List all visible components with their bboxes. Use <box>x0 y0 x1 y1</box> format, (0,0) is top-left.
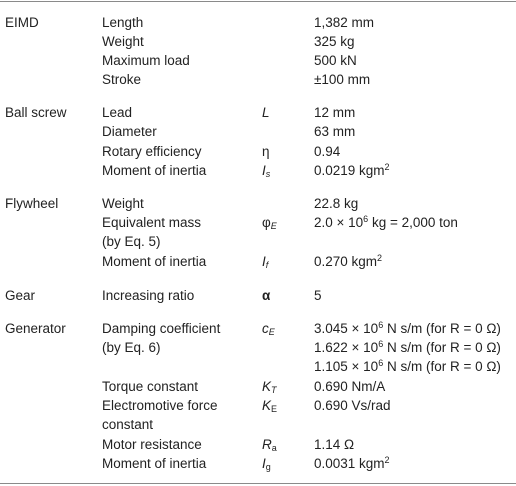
value-rotary-efficiency: 0.94 <box>314 144 341 159</box>
value-lead: 12 mm <box>314 105 356 120</box>
value-moment-inertia-screw: 0.0219 kgm$^2$ <box>314 162 390 178</box>
symbol-inertia-flywheel: $I_f$ <box>262 254 269 270</box>
table-top-rule <box>0 1 516 2</box>
value-torque-constant: 0.690 Nm/A <box>314 379 386 394</box>
value-damping-2: $1.622 \times 10^6$ N s/m (for R = 0 Ω) <box>314 339 501 355</box>
group-label-ball-screw: Ball screw <box>5 105 67 120</box>
group-label-generator: Generator <box>5 321 66 336</box>
symbol-r-a: $R_a$ <box>262 437 277 453</box>
symbol-k-t: $K_T$ <box>262 379 277 395</box>
value-damping-3: $1.105 \times 10^6$ N s/m (for R = 0 Ω) <box>314 358 501 374</box>
param-emf-constant: Electromotive force <box>102 398 218 413</box>
param-emf-constant-2: constant <box>102 417 154 432</box>
value-max-load: 500 kN <box>314 53 357 68</box>
value-motor-resistance: 1.14 Ω <box>314 437 355 452</box>
param-max-load: Maximum load <box>102 53 190 68</box>
value-emf-constant: 0.690 Vs/rad <box>314 398 391 413</box>
value-weight: 325 kg <box>314 34 355 49</box>
value-diameter: 63 mm <box>314 124 356 139</box>
param-diameter: Diameter <box>102 124 157 139</box>
symbol-alpha: α <box>262 288 271 303</box>
param-motor-resistance: Motor resistance <box>102 437 202 452</box>
param-equivalent-mass-ref: (by Eq. 5) <box>102 234 161 249</box>
group-label-flywheel: Flywheel <box>5 196 59 211</box>
value-increasing-ratio: 5 <box>314 288 322 303</box>
param-torque-constant: Torque constant <box>102 379 199 394</box>
param-damping-coefficient: Damping coefficient <box>102 321 221 336</box>
symbol-inertia-generator: $I_g$ <box>262 456 271 472</box>
param-length: Length <box>102 15 144 30</box>
param-weight: Weight <box>102 34 144 49</box>
param-moment-inertia-flywheel: Moment of inertia <box>102 254 207 269</box>
symbol-c-e: $c_E$ <box>262 321 275 337</box>
param-increasing-ratio: Increasing ratio <box>102 288 195 303</box>
value-flywheel-weight: 22.8 kg <box>314 196 359 211</box>
param-moment-inertia-screw: Moment of inertia <box>102 163 207 178</box>
symbol-phi-e: $\varphi_E$ <box>262 215 277 231</box>
value-equivalent-mass: $2.0 \times 10^6$ kg = 2,000 ton <box>314 214 458 230</box>
value-moment-inertia-generator: 0.0031 kgm$^2$ <box>314 455 390 471</box>
symbol-inertia-screw: $I_s$ <box>262 163 271 179</box>
value-damping-1: $3.045 \times 10^6$ N s/m (for R = 0 Ω) <box>314 320 501 336</box>
param-flywheel-weight: Weight <box>102 196 144 211</box>
group-label-gear: Gear <box>5 288 36 303</box>
param-equivalent-mass: Equivalent mass <box>102 215 202 230</box>
table-bottom-rule <box>0 483 516 484</box>
value-moment-inertia-flywheel: 0.270 kgm$^2$ <box>314 253 383 269</box>
symbol-eta: η <box>262 144 270 159</box>
param-moment-inertia-generator: Moment of inertia <box>102 456 207 471</box>
value-length: 1,382 mm <box>314 15 375 30</box>
symbol-lead: L <box>262 105 270 120</box>
symbol-k-e: $K_E$ <box>262 398 278 414</box>
param-damping-coefficient-ref: (by Eq. 6) <box>102 340 161 355</box>
value-stroke: ±100 mm <box>314 72 371 87</box>
group-label-eimd: EIMD <box>5 15 39 30</box>
param-stroke: Stroke <box>102 72 142 87</box>
param-rotary-efficiency: Rotary efficiency <box>102 144 202 159</box>
param-lead: Lead <box>102 105 133 120</box>
